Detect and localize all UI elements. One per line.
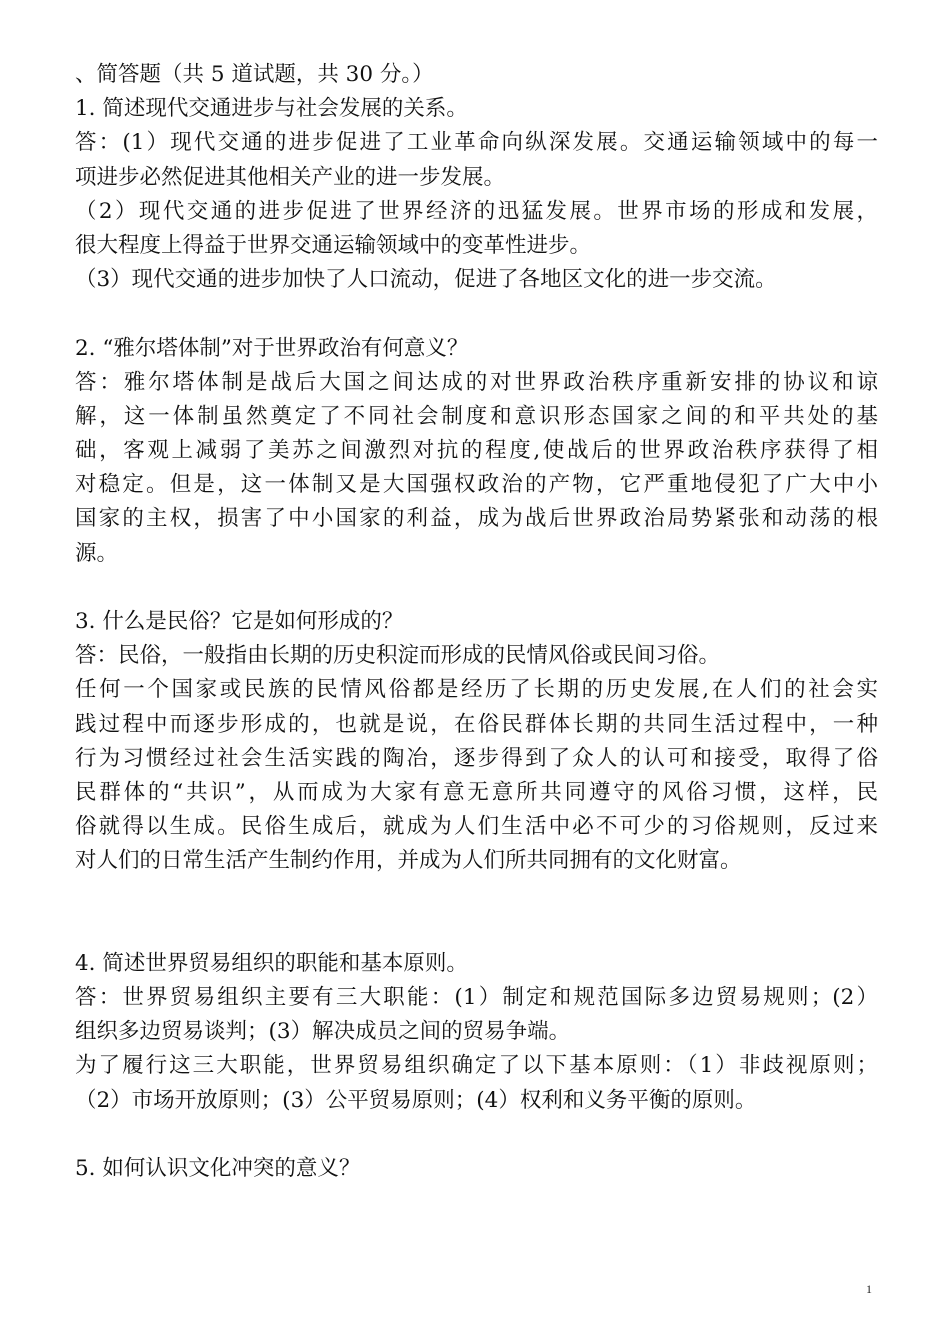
answer-1-line: 项进步必然促进其他相关产业的进一步发展。	[75, 164, 506, 190]
answer-3-line: 行为习惯经过社会生活实践的陶冶，逐步得到了众人的认可和接受，取得了俗	[75, 745, 878, 771]
answer-2-line: 国家的主权，损害了中小国家的利益，成为战后世界政治局势紧张和动荡的根	[75, 506, 878, 532]
answer-2-line: 解，这一体制虽然奠定了不同社会制度和意识形态国家之间的和平共处的基	[75, 403, 878, 429]
question-5: 5. 如何认识文化冲突的意义？	[75, 1156, 361, 1182]
document-body	[75, 58, 878, 1186]
section-heading: 、简答题（共 5 道试题，共 30 分。）	[75, 62, 434, 87]
question-4: 4. 简述世界贸易组织的职能和基本原则。	[75, 950, 468, 976]
answer-3-line: 俗就得以生成。民俗生成后，就成为人们生活中必不可少的习俗规则，反过来	[75, 814, 878, 840]
question-1: 1. 简述现代交通进步与社会发展的关系。	[75, 96, 468, 122]
answer-2-line: 对稳定。但是，这一体制又是大国强权政治的产物，它严重地侵犯了广大中小	[75, 472, 878, 498]
answer-1-line: 答：(1）现代交通的进步促进了工业革命向纵深发展。交通运输领域中的每一	[75, 130, 878, 156]
answer-3-line: 践过程中而逐步形成的，也就是说，在俗民群体长期的共同生活过程中，一种	[75, 711, 878, 737]
answer-3-line: 民群体的“共识”，从而成为大家有意无意所共同遵守的风俗习惯，这样，民	[75, 779, 878, 805]
answer-1-line: （2）现代交通的进步促进了世界经济的迅猛发展。世界市场的形成和发展，	[75, 198, 878, 224]
answer-3-line: 对人们的日常生活产生制约作用，并成为人们所共同拥有的文化财富。	[75, 848, 742, 874]
paragraph-gap	[75, 1118, 878, 1152]
answer-4-line: 为了履行这三大职能，世界贸易组织确定了以下基本原则：（1）非歧视原则；	[75, 1053, 878, 1079]
answer-2-line: 源。	[75, 540, 119, 566]
answer-1-line: （3）现代交通的进步加快了人口流动，促进了各地区文化的进一步交流。	[75, 267, 777, 293]
answer-2-line: 础，客观上减弱了美苏之间激烈对抗的程度,使战后的世界政治秩序获得了相	[75, 438, 878, 464]
answer-4-line: （2）市场开放原则；(3）公平贸易原则；(4）权利和义务平衡的原则。	[75, 1087, 757, 1113]
answer-4-line: 答：世界贸易组织主要有三大职能：(1）制定和规范国际多边贸易规则；(2）	[75, 985, 878, 1011]
question-3: 3. 什么是民俗？它是如何形成的？	[75, 609, 404, 634]
paragraph-gap	[75, 297, 878, 331]
paragraph-gap	[75, 879, 878, 947]
answer-1-line: 很大程度上得益于世界交通运输领域中的变革性进步。	[75, 232, 592, 258]
answer-3-line: 任何一个国家或民族的民情风俗都是经历了长期的历史发展,在人们的社会实	[75, 677, 878, 703]
question-2: 2. “雅尔塔体制”对于世界政治有何意义？	[75, 335, 469, 361]
answer-2-line: 答：雅尔塔体制是战后大国之间达成的对世界政治秩序重新安排的协议和谅	[75, 369, 878, 395]
answer-4-line: 组织多边贸易谈判；(3）解决成员之间的贸易争端。	[75, 1019, 571, 1045]
page-number: 1	[866, 1282, 872, 1296]
answer-3-line: 答：民俗，一般指由长期的历史积淀而形成的民情风俗或民间习俗。	[75, 643, 721, 669]
paragraph-gap	[75, 571, 878, 605]
